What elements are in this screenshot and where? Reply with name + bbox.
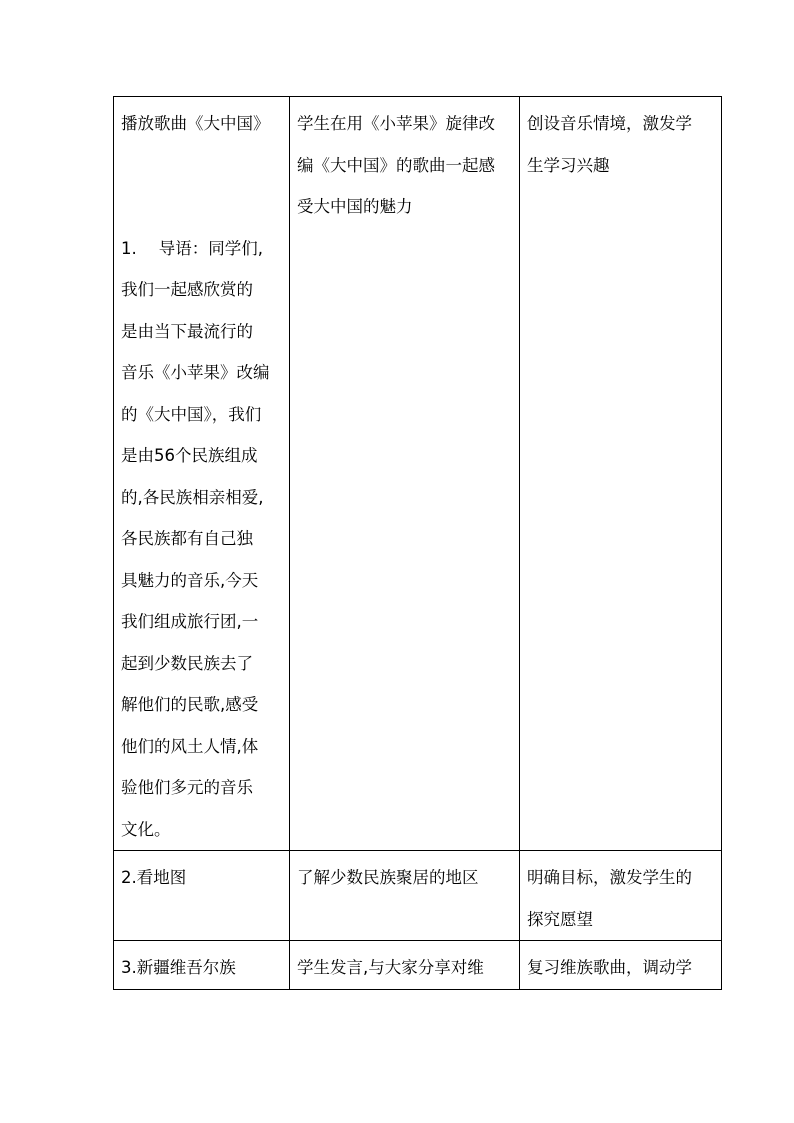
text-line: 的《大中国》，我们: [121, 404, 262, 424]
text-line: 我们组成旅行团,一: [121, 612, 259, 631]
table-row: [114, 941, 722, 990]
text-line: 了解少数民族聚居的地区: [297, 868, 479, 887]
student-activity-cell: [290, 941, 520, 990]
spacer: [121, 186, 285, 228]
text-line: 验他们多元的音乐: [121, 778, 253, 797]
teacher-activity-cell: [114, 97, 290, 851]
lesson-plan-table: [113, 96, 722, 990]
text-line: 创设音乐情境，激发学: [527, 114, 692, 133]
text-line: 生学习兴趣: [527, 155, 610, 175]
student-activity-cell: [290, 97, 520, 851]
table-row: [114, 851, 722, 941]
teacher-activity-cell: [114, 851, 290, 941]
item-first-line: [121, 228, 285, 270]
text-line: 受大中国的魅力: [297, 197, 413, 216]
text-line: 导语：同学们,: [158, 238, 263, 258]
text-line: 编《大中国》的歌曲一起感: [297, 155, 495, 175]
design-intent-cell: [520, 97, 722, 851]
text-line: 各民族都有自己独: [121, 529, 253, 548]
text-line: 具魅力的音乐,今天: [121, 570, 259, 590]
text-line: 探究愿望: [527, 909, 593, 929]
text-line: 复习维族歌曲，调动学: [527, 958, 692, 977]
text-line: 学生在用《小苹果》旋律改: [297, 114, 495, 133]
text-line: 是由56个民族组成: [121, 446, 258, 465]
spacer: [121, 145, 285, 187]
activity-title: 播放歌曲《大中国》: [121, 114, 270, 133]
text-line: 起到少数民族去了: [121, 653, 253, 673]
text-line: 明确目标，激发学生的: [527, 868, 692, 887]
text-line: 我们一起感欣赏的: [121, 280, 253, 299]
table-row: [114, 97, 722, 851]
text-line: 学生发言,与大家分享对维: [297, 958, 484, 977]
teacher-activity-cell: [114, 941, 290, 990]
design-intent-cell: [520, 941, 722, 990]
text-line: 的,各民族相亲相爱,: [121, 487, 264, 507]
text-line: 他们的风土人情,体: [121, 736, 259, 756]
text-line: 音乐《小苹果》改编: [121, 363, 270, 382]
item-number: 1.: [121, 238, 137, 258]
text-line: 解他们的民歌,感受: [121, 695, 259, 714]
student-activity-cell: [290, 851, 520, 941]
design-intent-cell: [520, 851, 722, 941]
text-line: 3.新疆维吾尔族: [121, 958, 236, 977]
text-line: 2.看地图: [121, 868, 187, 887]
text-line: 是由当下最流行的: [121, 321, 253, 341]
text-line: 文化。: [121, 819, 171, 839]
